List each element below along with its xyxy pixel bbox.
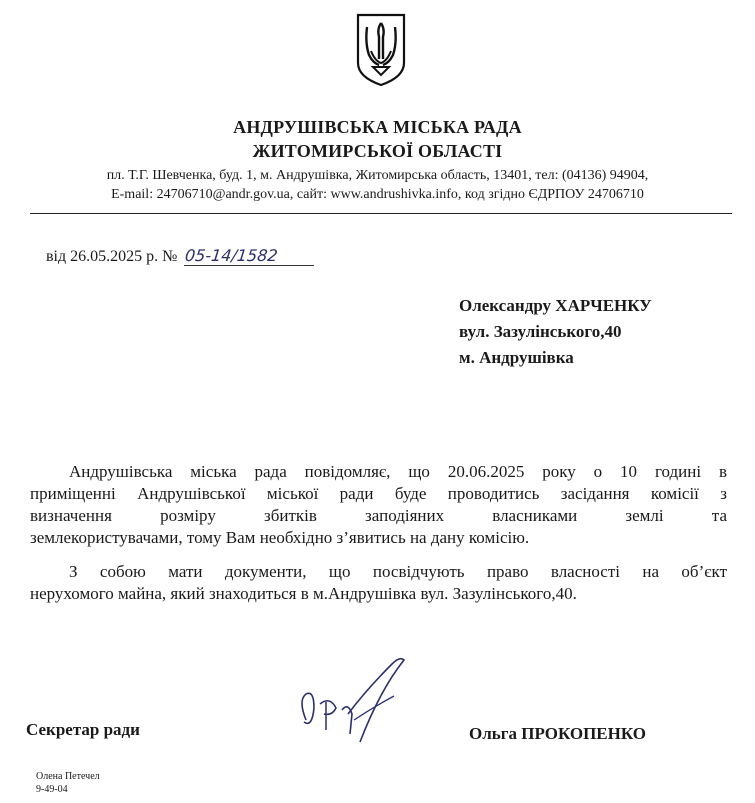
body-line: приміщенні Андрушівської міської ради буде проводитись засідання комісії з xyxy=(30,484,727,503)
signatory-role: Секретар ради xyxy=(26,720,140,739)
reference-date: від 26.05.2025 р. № xyxy=(46,248,178,265)
body-paragraph-2 xyxy=(30,561,727,605)
trident-emblem-icon xyxy=(355,13,407,87)
executor-name: Олена Петечел xyxy=(36,771,100,782)
body-paragraph-1 xyxy=(30,461,727,549)
body-line: визначення розміру збитків заподіяних власниками землі та xyxy=(30,506,727,525)
organization-region: ЖИТОМИРСЬКОЇ ОБЛАСТІ xyxy=(252,141,503,161)
organization-address: пл. Т.Г. Шевченка, буд. 1, м. Андрушівка, Житомирська область, 13401, тел: (04136) 94904, xyxy=(106,168,649,183)
executor-phone: 9-49-04 xyxy=(36,784,68,795)
organization-contacts: E-mail: 24706710@andr.gov.ua, сайт: www.andrushivka.info, код згідно ЄДРПОУ 24706710 xyxy=(111,187,644,202)
organization-name: АНДРУШІВСЬКА МІСЬКА РАДА xyxy=(233,117,522,137)
recipient-city: м. Андрушівка xyxy=(459,348,574,367)
recipient-name: Олександру ХАРЧЕНКУ xyxy=(459,296,652,315)
body-line: Андрушівська міська рада повідомляє, що 20.06.2025 року о 10 годині в xyxy=(69,462,727,481)
body-line: З собою мати документи, що посвідчують право власності на об’єкт xyxy=(69,562,727,581)
signatory-name: Ольга ПРОКОПЕНКО xyxy=(469,724,646,743)
handwritten-signature xyxy=(296,650,441,745)
recipient-block xyxy=(459,293,652,371)
reference-line xyxy=(46,246,315,266)
executor-block xyxy=(36,770,100,796)
reference-number: 05-14/1582 xyxy=(184,246,316,266)
recipient-street: вул. Зазулінського,40 xyxy=(459,322,622,341)
letterhead-divider xyxy=(30,213,732,214)
body-line: землекористувачами, тому Вам необхідно з’явитись на дану комісію. xyxy=(30,528,530,547)
body-line: нерухомого майна, який знаходиться в м.Андрушівка вул. Зазулінського,40. xyxy=(30,584,577,603)
